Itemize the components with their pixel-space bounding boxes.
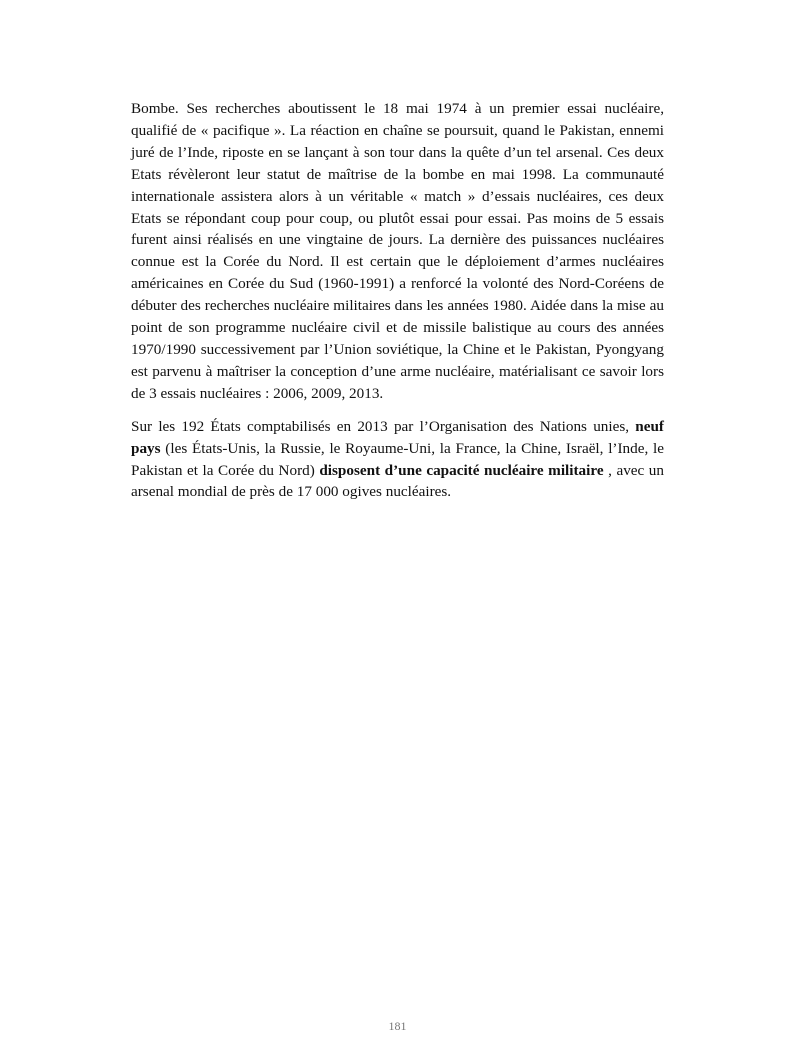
emphasis-nine-countries: neuf pays [131, 417, 664, 457]
paragraph-text-segment: Sur les 192 États comptabilisés en 2013 par l’Organisation des Nations unies, [131, 417, 636, 435]
paragraph-text-segment: (les États-Unis, la Russie, le Royaume-Uni, la France, la Chine, Israël, l’Inde, le Pakistan et la Corée du Nord) [131, 439, 664, 479]
page-number: 181 [388, 1019, 407, 1033]
body-text [131, 98, 664, 503]
emphasis-military-capacity: disposent d’une capacité nucléaire militaire [319, 461, 604, 479]
paragraph-nuclear-history: Bombe. Ses recherches aboutissent le 18 mai 1974 à un premier essai nucléaire, qualifié de « pacifique ». La réaction en chaîne se poursuit, quand le Pakistan, ennemi juré de l’Inde, riposte en se lançant à son tour dans la quête d’un tel arsenal. Ces deux Etats révèleront leur statut de maîtrise de la bombe en mai 1998. La communauté internationale assistera alors à un véritable « match » d’essais nucléaires, ces deux Etats se répondant coup pour coup, ou plutôt essai pour essai. Pas moins de 5 essais furent ainsi réalisés en une vingtaine de jours. La dernière des puissances nucléaires connue est la Corée du Nord. Il est certain que le déploiement d’armes nucléaires américaines en Corée du Sud (1960-1991) a renforcé la volonté des Nord-Coréens de débuter des recherches nucléaire militaires dans les années 1980. Aidée dans la mise au point de son programme nucléaire civil et de missile balistique au cours des années 1970/1990 successivement par l’Union soviétique, la Chine et le Pakistan, Pyongyang est parvenu à maîtriser la conception d’une arme nucléaire, matérialisant ce savoir lors de 3 essais nucléaires : 2006, 2009, 2013. [131, 100, 664, 402]
paragraph-text-segment: , avec un arsenal mondial de près de 17 000 ogives nucléaires. [131, 461, 664, 501]
paragraph-nuclear-states [131, 416, 664, 504]
